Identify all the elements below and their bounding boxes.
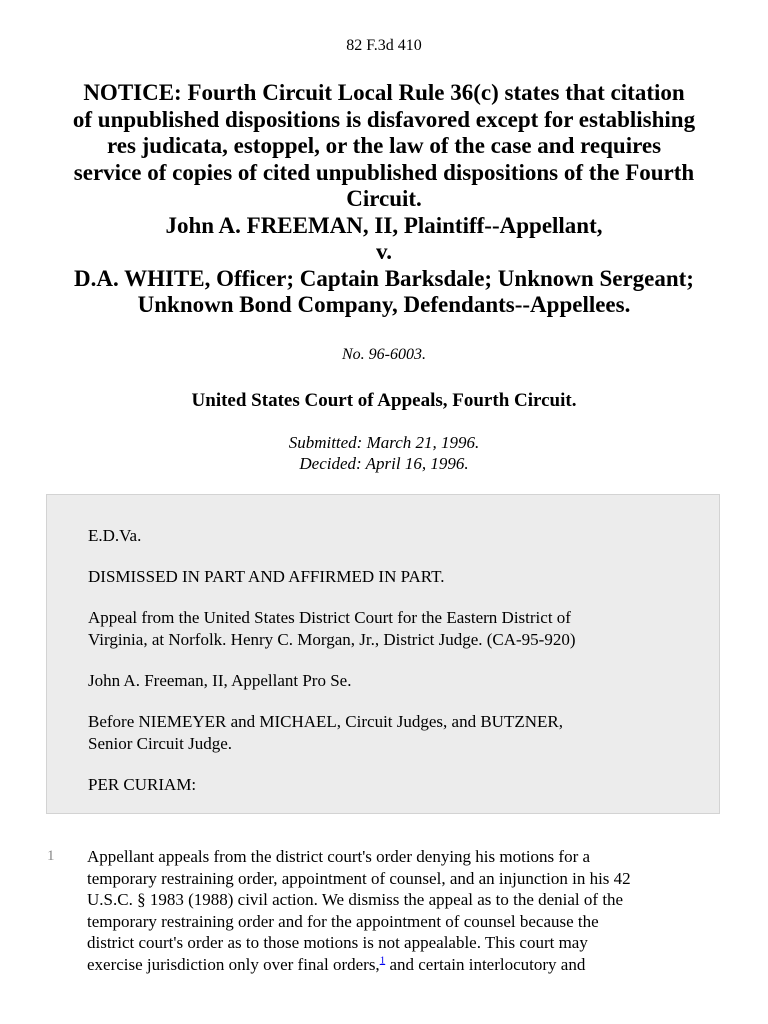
notice-line: NOTICE: Fourth Circuit Local Rule 36(c) states that citation [83,80,685,105]
defendants-line: Unknown Bond Company, Defendants--Appellees. [137,292,631,317]
case-heading [40,80,728,319]
per-curiam: PER CURIAM: [88,775,197,794]
paragraph-line: district court's order as to those motions is not appealable. This court may [87,933,588,953]
notice-line: res judicata, estoppel, or the law of the case and requires [106,133,662,158]
panel-line: Before NIEMEYER and MICHAEL, Circuit Judges, and BUTZNER, [88,712,563,731]
defendants-line: D.A. WHITE, Officer; Captain Barksdale; Unknown Sergeant; [74,265,694,291]
decided-date: Decided: April 16, 1996. [299,454,469,473]
footnote-link[interactable]: 1 [379,954,386,967]
paragraph-line: temporary restraining order and for the appointment of counsel because the [87,911,599,931]
paragraph-line: Appellant appeals from the district court's order denying his motions for a [87,847,591,866]
paragraph-text-segment: and certain interlocutory and [385,954,586,974]
versus-label: v. [376,239,392,264]
docket-number: No. 96-6003. [342,346,426,363]
paragraph-text-segment: exercise jurisdiction only over final orders, [87,954,380,974]
disposition: DISMISSED IN PART AND AFFIRMED IN PART. [88,567,445,586]
counsel: John A. Freeman, II, Appellant Pro Se. [88,671,352,690]
case-dates [0,432,768,474]
district-court: E.D.Va. [88,526,142,545]
case-citation: 82 F.3d 410 [346,37,422,54]
appeal-from-line: Virginia, at Norfolk. Henry C. Morgan, Jr., District Judge. (CA-95-920) [88,630,576,649]
paragraph-text [87,846,727,976]
paragraph-number: 1 [47,848,55,864]
case-summary-box [46,494,720,814]
paragraph-line: temporary restraining order, appointment of counsel, and an injunction in his 42 [87,868,631,888]
panel-line: Senior Circuit Judge. [88,734,233,753]
appeal-from-line: Appeal from the United States District Court for the Eastern District of [88,608,571,627]
notice-line: of unpublished dispositions is disfavored except for establishing [72,106,696,132]
paragraph-line: U.S.C. § 1983 (1988) civil action. We dismiss the appeal as to the denial of the [87,890,624,910]
submitted-date: Submitted: March 21, 1996. [288,433,480,452]
plaintiff-party: John A. FREEMAN, II, Plaintiff--Appellant, [165,212,603,238]
notice-line: Circuit. [346,186,422,211]
paragraph-line [87,954,727,976]
court-name: United States Court of Appeals, Fourth Circuit. [191,390,577,411]
notice-line: service of copies of cited unpublished dispositions of the Fourth [73,159,695,185]
